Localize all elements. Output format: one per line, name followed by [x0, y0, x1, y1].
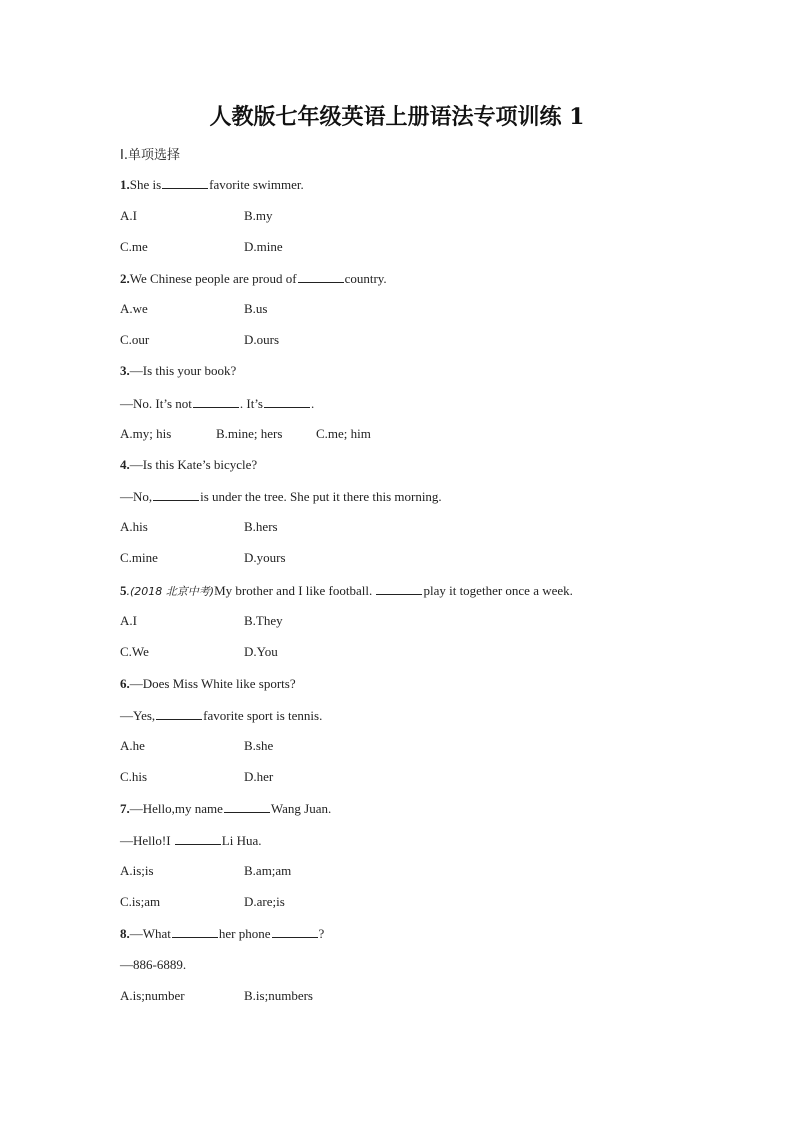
- question-number: 2.: [120, 271, 130, 286]
- answer-blank: [298, 270, 344, 283]
- question-text: —886-6889.: [120, 957, 187, 972]
- answer-blank: [172, 925, 218, 938]
- option-d: D.are;is: [244, 894, 285, 909]
- page-title: 人教版七年级英语上册语法专项训练 1: [209, 104, 585, 130]
- question-6-line-2: [120, 707, 322, 724]
- question-number: 6.: [120, 676, 130, 691]
- section-heading: Ⅰ.单项选择: [120, 148, 180, 163]
- question-5: [120, 582, 573, 599]
- question-text: —Is this your book?: [129, 363, 237, 378]
- question-6: [120, 676, 296, 692]
- question-text: —Is this Kate’s bicycle?: [129, 457, 258, 472]
- option-c: C.mine: [120, 550, 158, 565]
- question-number: 3.: [120, 363, 130, 378]
- option-b: B.us: [244, 301, 268, 316]
- option-b: B.hers: [244, 519, 278, 534]
- answer-blank: [193, 395, 239, 408]
- question-text: her phone: [218, 926, 271, 941]
- question-text: play it together once a week.: [423, 583, 573, 598]
- option-a: A.we: [120, 301, 148, 316]
- question-text: favorite swimmer.: [209, 177, 304, 192]
- option-c: C.me; him: [316, 426, 371, 441]
- option-a: A.my; his: [120, 426, 172, 441]
- option-a: A.is;is: [120, 863, 154, 878]
- option-b: B.is;numbers: [244, 988, 313, 1003]
- question-text: —Hello!I: [120, 833, 171, 848]
- question-number: 8.: [120, 926, 130, 941]
- question-number: 7.: [120, 801, 130, 816]
- question-text: .: [311, 396, 315, 411]
- answer-blank: [156, 707, 202, 720]
- option-c: C.is;am: [120, 894, 161, 909]
- answer-blank: [376, 582, 422, 595]
- question-text: —No,: [120, 489, 153, 504]
- question-text: . It’s: [239, 396, 263, 411]
- option-a: A.he: [120, 738, 145, 753]
- option-d: D.her: [244, 769, 274, 784]
- question-text: —Hello,my name: [129, 801, 223, 816]
- option-a: A.is;number: [120, 988, 185, 1003]
- question-7: [120, 800, 331, 817]
- answer-blank: [264, 395, 310, 408]
- answer-blank: [153, 488, 199, 501]
- option-c: C.our: [120, 332, 150, 347]
- question-text: ?: [318, 926, 325, 941]
- question-text: She is: [129, 177, 162, 192]
- exam-source: .(2018 北京中考): [126, 585, 215, 598]
- question-text: country.: [344, 271, 387, 286]
- question-2: [120, 270, 387, 287]
- question-1: [120, 176, 304, 193]
- question-4-line-2: [120, 488, 442, 505]
- question-text: —Does Miss White like sports?: [129, 676, 296, 691]
- question-number: 4.: [120, 457, 130, 472]
- question-text: is under the tree. She put it there this morning.: [200, 489, 442, 504]
- option-d: D.mine: [244, 239, 283, 254]
- answer-blank: [272, 925, 318, 938]
- question-number: 5: [120, 583, 127, 598]
- question-number: 1.: [120, 177, 130, 192]
- question-text: —No. It’s not: [120, 396, 192, 411]
- question-7-line-2: [120, 832, 262, 849]
- question-8-line-2: [120, 957, 186, 973]
- question-3-line-2: [120, 395, 314, 412]
- question-8: [120, 925, 324, 942]
- option-d: D.You: [244, 644, 278, 659]
- question-text: Li Hua.: [221, 833, 262, 848]
- answer-blank: [175, 832, 221, 845]
- question-text: My brother and I like football.: [214, 583, 373, 598]
- question-text: favorite sport is tennis.: [203, 708, 323, 723]
- option-b: B.she: [244, 738, 274, 753]
- option-c: C.We: [120, 644, 149, 659]
- option-b: B.my: [244, 208, 273, 223]
- option-a: A.I: [120, 208, 137, 223]
- question-text: Wang Juan.: [270, 801, 332, 816]
- option-d: D.ours: [244, 332, 280, 347]
- option-a: A.I: [120, 613, 137, 628]
- question-text: —What: [129, 926, 171, 941]
- option-d: D.yours: [244, 550, 286, 565]
- option-b: B.mine; hers: [216, 426, 283, 441]
- option-b: B.am;am: [244, 863, 292, 878]
- option-b: B.They: [244, 613, 283, 628]
- answer-blank: [162, 176, 208, 189]
- answer-blank: [224, 800, 270, 813]
- question-4: [120, 457, 257, 473]
- question-3: [120, 363, 236, 379]
- question-text: We Chinese people are proud of: [129, 271, 297, 286]
- option-c: C.his: [120, 769, 148, 784]
- option-c: C.me: [120, 239, 148, 254]
- question-text: —Yes,: [120, 708, 156, 723]
- option-a: A.his: [120, 519, 148, 534]
